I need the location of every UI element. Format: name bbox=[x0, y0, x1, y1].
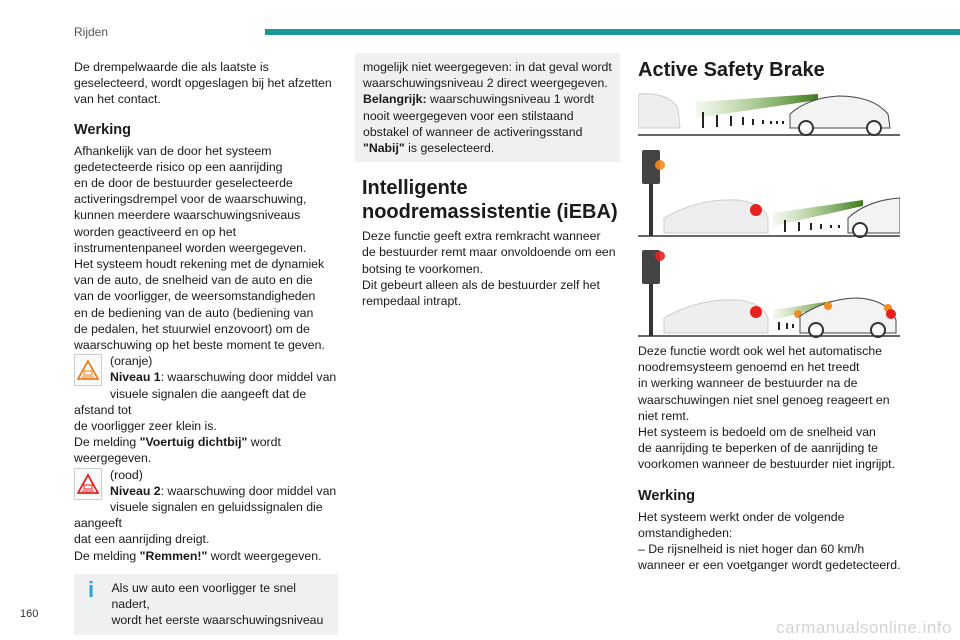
page-number: 160 bbox=[20, 608, 39, 620]
level2-color-label: (rood) bbox=[110, 467, 143, 482]
illustration-braking bbox=[638, 248, 900, 338]
asb-heading: Active Safety Brake bbox=[638, 59, 825, 81]
info-text: Als uw auto een voorligger te snel nadert, wordt het eerste waarschuwingsniveau bbox=[111, 580, 324, 628]
level2-warning bbox=[74, 467, 342, 564]
level2-text: : waarschuwing door middel van visuele signalen en geluidssignalen die aangeeft dat een aanrijding dreigt. bbox=[74, 483, 337, 547]
level2-title: Niveau 2 bbox=[110, 483, 161, 498]
watermark: carmanualsonline.info bbox=[776, 617, 952, 637]
middle-column bbox=[355, 53, 620, 309]
note-bold-nabij: "Nabij" bbox=[363, 141, 405, 156]
section-accent-bar bbox=[265, 29, 960, 35]
iebahead-heading: Intelligente noodremassistentie (iEBA) bbox=[362, 177, 618, 224]
level1-msg-post: wordt weergegeven. bbox=[74, 435, 281, 466]
level1-warning bbox=[74, 353, 342, 466]
level2-msg-post: wordt weergegeven. bbox=[207, 548, 322, 563]
red-warning-triangle-icon bbox=[74, 468, 102, 500]
werking-paragraph: Afhankelijk van de door het systeem gedetecteerde risico op een aanrijding en de door de bestuurder geselecteerde activeringsdrempel voor de waarschuwing, kunnen meerdere waarschuwingsniveaus worden geactiveerd en op het instrumentenpaneel worden weergegeven. Het systeem houdt rekening met de dynamiek van de auto, de snelheid van de auto en die van de voorligger, de weersomstandigheden en de bediening van de auto (bediening van de pedalen, het stuurwiel enzovoort) om de waarschuwing op het beste moment te geven. bbox=[74, 143, 325, 353]
note-bold-belangrijk: Belangrijk: bbox=[363, 92, 427, 107]
asb-paragraph: Deze functie wordt ook wel het automatische noodremsysteem genoemd en het treedt in werking wanneer de bestuurder na de waarschuwingen niet snel genoeg reageert en niet remt. Het systeem is bedoeld om de snelheid van de aanrijding te beperken of de aanrijding te voorkomen wanneer de bestuurder niet ingrijpt. bbox=[638, 344, 896, 472]
left-column bbox=[74, 59, 342, 635]
note-text-2: waarschuwingsniveau 1 wordt nooit weergegeven voor een stilstaand obstakel of wanneer de activeringsstand bbox=[363, 92, 595, 139]
info-icon: i bbox=[88, 576, 95, 602]
level1-color-label: (oranje) bbox=[110, 354, 153, 369]
ieba-paragraph: Deze functie geeft extra remkracht wanneer de bestuurder remt maar onvoldoende om een botsing te voorkomen. Dit gebeurt alleen als de bestuurder zelf het rempedaal intrapt. bbox=[362, 229, 616, 309]
werking-heading: Werking bbox=[74, 121, 131, 138]
note-box-continued bbox=[355, 53, 620, 162]
level1-msg-pre: De melding bbox=[74, 435, 140, 450]
note-text-3: is geselecteerd. bbox=[404, 141, 495, 156]
illustration-warning bbox=[638, 148, 900, 238]
note-text-1: mogelijk niet weergegeven: in dat geval wordt waarschuwingsniveau 2 direct weergegeven. bbox=[363, 60, 612, 91]
level1-msg-bold: "Voertuig dichtbij" bbox=[139, 435, 248, 450]
orange-warning-triangle-icon bbox=[74, 354, 102, 386]
asb-werking-paragraph: Het systeem werkt onder de volgende omstandigheden: – De rijsnelheid is niet hoger dan 60 km/h wanneer er een voetganger wordt gedetecteerd. bbox=[638, 509, 901, 573]
level1-title: Niveau 1 bbox=[110, 370, 161, 385]
illustration-detection bbox=[638, 88, 900, 138]
asb-werking-heading: Werking bbox=[638, 487, 695, 504]
level1-text: : waarschuwing door middel van visuele signalen die aangeeft dat de afstand tot de voorligger zeer klein is. bbox=[74, 370, 337, 434]
level2-msg-pre: De melding bbox=[74, 548, 140, 563]
right-column bbox=[638, 343, 908, 573]
section-title: Rijden bbox=[74, 25, 109, 39]
level2-msg-bold: "Remmen!" bbox=[139, 548, 208, 563]
info-note bbox=[74, 574, 338, 635]
intro-paragraph: De drempelwaarde die als laatste is geselecteerd, wordt opgeslagen bij het afzetten van het contact. bbox=[74, 60, 332, 107]
